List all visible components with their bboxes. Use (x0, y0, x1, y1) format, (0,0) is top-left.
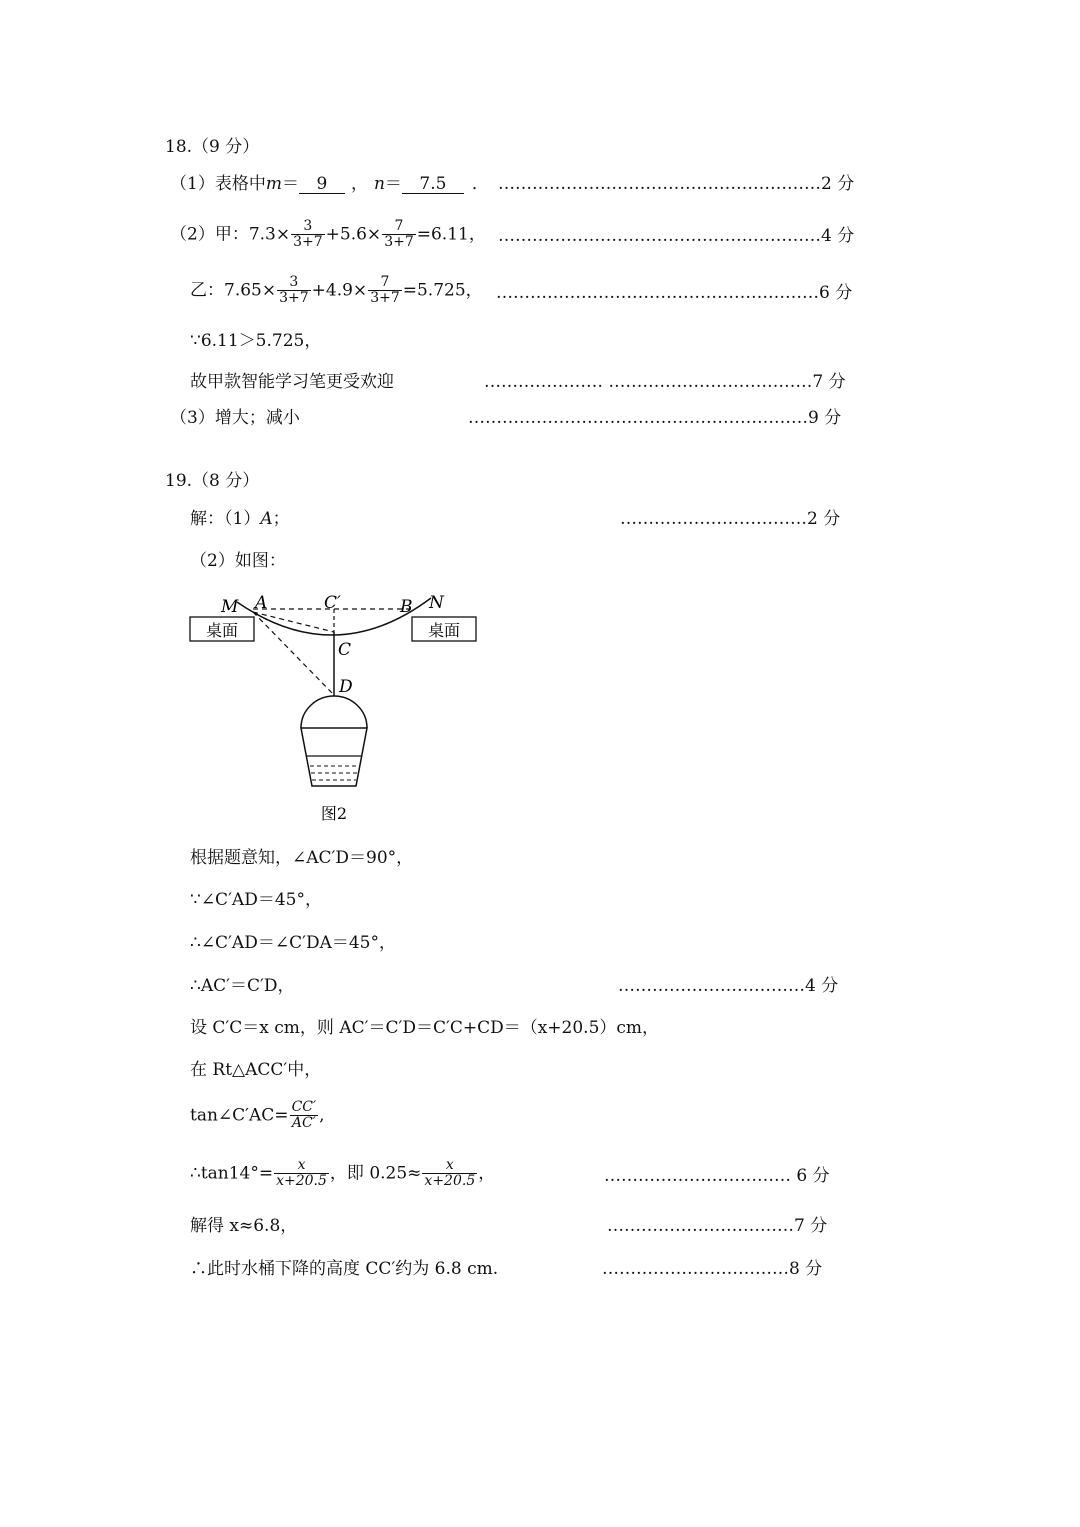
q19-header: 19.（8 分） (165, 471, 260, 491)
q18-part1-points: …………………………………………………2 分 (498, 174, 855, 194)
q18-part2-points: …………………………………………………4 分 (498, 226, 855, 246)
fraction (368, 275, 402, 307)
q19-line4-points: ……………………………4 分 (618, 976, 839, 996)
denominator: x+20.5 (276, 1173, 327, 1190)
fraction (290, 1100, 319, 1132)
figure-2 (185, 590, 485, 830)
bucket-body (301, 728, 367, 786)
denominator: 3+7 (370, 290, 400, 307)
q19-line8-points: …………………………… 6 分 (604, 1166, 830, 1186)
q19-line9-points: ……………………………7 分 (607, 1216, 828, 1236)
label-d: D (339, 677, 353, 697)
q18-part3-points: ……………………………………………………9 分 (468, 408, 842, 428)
label-m: M (221, 597, 239, 617)
q19-line10: ∴此时水桶下降的高度 CC′约为 6.8 cm. (190, 1259, 499, 1279)
q19-line2: ∵∠C′AD＝45°， (190, 890, 322, 910)
label-b: B (400, 597, 413, 617)
var-m: m (265, 174, 282, 194)
expr-mid: +4.9× (311, 280, 368, 301)
numerator: 7 (368, 275, 402, 291)
q19-line8 (190, 1158, 495, 1190)
answer-var: A (260, 509, 273, 529)
eq-sign: ＝ (281, 174, 299, 194)
q19-line4: ∴AC′＝C′D， (190, 976, 295, 996)
q19-line3: ∴∠C′AD＝∠C′DA＝45°， (190, 933, 396, 953)
expr-mid: ，即 0.25≈ (329, 1163, 422, 1184)
numerator: CC′ (291, 1099, 317, 1115)
fraction (277, 275, 311, 307)
denominator: 3+7 (384, 234, 414, 251)
numerator: 3 (277, 275, 311, 291)
q18-part2-yi (190, 275, 483, 307)
dashed-line-ad (253, 612, 334, 695)
q18-part1-prefix: （1）表格中 (170, 174, 266, 194)
semicolon: ； (272, 509, 290, 529)
label-c-prime: C′ (324, 593, 341, 613)
fraction (291, 219, 325, 251)
figure-caption: 图2 (320, 804, 348, 823)
comma: , (319, 1105, 325, 1126)
tan-prefix: tan∠C′AC= (190, 1105, 289, 1126)
fraction (422, 1158, 477, 1190)
desk-left-label: 桌面 (205, 621, 239, 640)
q19-line5: 设 C′C＝x cm，则 AC′＝C′D＝C′C+CD＝（x+20.5）cm， (190, 1018, 660, 1038)
var-n: n (373, 174, 385, 194)
tan-prefix: ∴tan14°= (190, 1163, 274, 1184)
q19-part1 (190, 511, 290, 528)
numerator: 3 (291, 219, 325, 235)
comma: ， (478, 1163, 496, 1184)
q18-part2-jia (170, 219, 486, 251)
expr-result: =6.11， (416, 224, 486, 245)
q18-compare: ∵6.11＞5.725， (190, 331, 322, 351)
q19-line9: 解得 x≈6.8， (190, 1216, 298, 1236)
q18-part2-yi-points: …………………………………………………6 分 (496, 283, 853, 303)
expr-result: =5.725， (402, 280, 483, 301)
numerator: x (422, 1158, 477, 1174)
denominator: AC′ (291, 1115, 316, 1132)
q18-header: 18.（9 分） (165, 137, 260, 157)
comma: ， (350, 174, 368, 194)
q18-part1 (170, 176, 489, 194)
answer-n-blank: 7.5 (402, 176, 464, 194)
denominator: 3+7 (293, 234, 323, 251)
q18-conclusion: 故甲款智能学习笔更受欢迎 (190, 372, 394, 392)
q19-line10-points: ……………………………8 分 (602, 1259, 823, 1279)
fraction (382, 219, 416, 251)
q18-part3: （3）增大；减小 (170, 408, 300, 428)
q19-line1: 根据题意知，∠AC′D＝90°， (190, 848, 414, 868)
denominator: 3+7 (279, 290, 309, 307)
period: ． (471, 174, 489, 194)
label-n: N (429, 593, 444, 613)
label-a: A (255, 593, 268, 613)
q19-part2: （2）如图： (190, 551, 286, 571)
expr-mid: +5.6× (325, 224, 382, 245)
expr-prefix: 乙：7.65× (190, 280, 277, 301)
q19-line7 (190, 1100, 325, 1132)
numerator: 7 (382, 219, 416, 235)
label-c: C (338, 640, 352, 660)
eq-sign: ＝ (384, 174, 402, 194)
q19-part1-points: ……………………………2 分 (620, 509, 841, 529)
fraction (274, 1158, 329, 1190)
numerator: x (274, 1158, 329, 1174)
q18-conclusion-points: ………………… ………………………………7 分 (484, 372, 846, 392)
denominator: x+20.5 (424, 1173, 476, 1190)
desk-right-label: 桌面 (427, 621, 461, 640)
expr-prefix: （2）甲：7.3× (170, 224, 291, 245)
q19-line6: 在 Rt△ACC′中， (190, 1060, 322, 1080)
answer-m-blank: 9 (299, 176, 345, 194)
bucket-handle (301, 696, 367, 728)
solution-prefix: 解：（1） (190, 509, 261, 529)
